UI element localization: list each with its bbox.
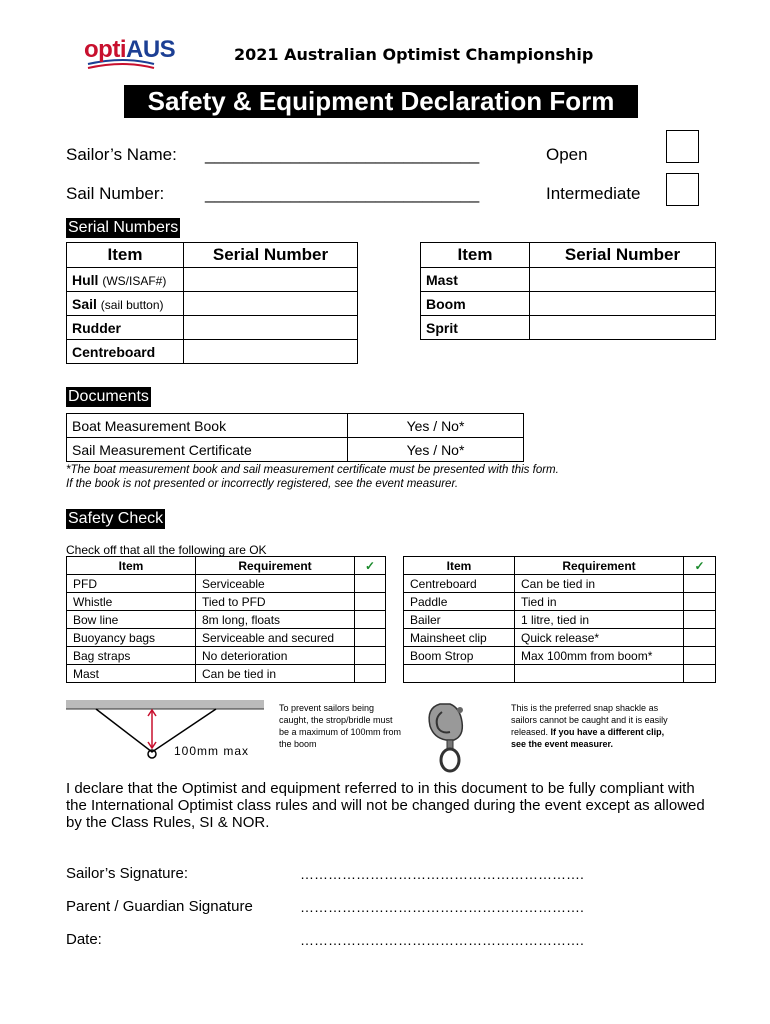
requirement: Can be tied in xyxy=(196,665,355,683)
check-cell[interactable] xyxy=(355,647,386,665)
requirement: Quick release* xyxy=(515,629,684,647)
check-icon: ✓ xyxy=(684,557,716,575)
requirement: Can be tied in xyxy=(515,575,684,593)
item: Bag straps xyxy=(67,647,196,665)
sailor-name-label: Sailor’s Name: xyxy=(66,145,177,164)
open-label: Open xyxy=(546,145,588,164)
parent-signature-field[interactable]: ……………………………………………………. xyxy=(300,899,584,915)
doc-value-book[interactable]: Yes / No* xyxy=(348,414,524,438)
requirement: Tied to PFD xyxy=(196,593,355,611)
strop-note: To prevent sailors being caught, the strop/bridle must be a maximum of 100mm from the boom xyxy=(279,703,402,749)
table-row xyxy=(67,414,524,438)
safety-table-left xyxy=(66,556,386,683)
logo-opti-text: opti xyxy=(84,36,126,63)
requirement: Serviceable and secured xyxy=(196,629,355,647)
table-row xyxy=(404,575,716,593)
check-cell[interactable] xyxy=(355,665,386,683)
check-cell[interactable] xyxy=(684,611,716,629)
requirement xyxy=(515,665,684,683)
item: Boom Strop xyxy=(404,647,515,665)
item: Paddle xyxy=(404,593,515,611)
championship-title: 2021 Australian Optimist Championship xyxy=(234,45,594,64)
col-item-header: Item xyxy=(67,243,184,268)
doc-value-certificate[interactable]: Yes / No* xyxy=(348,438,524,462)
strop-max-label: 100mm max xyxy=(174,744,250,758)
check-cell[interactable] xyxy=(355,629,386,647)
documents-heading: Documents xyxy=(68,388,149,405)
item xyxy=(404,665,515,683)
table-row xyxy=(404,629,716,647)
table-row xyxy=(404,647,716,665)
sailor-signature-field[interactable]: ……………………………………………………. xyxy=(300,866,584,882)
boom-strop-diagram xyxy=(66,696,266,766)
requirement: 1 litre, tied in xyxy=(515,611,684,629)
serial-item-hull: Hull (WS/ISAF#) xyxy=(67,268,184,292)
serial-item-sprit: Sprit xyxy=(421,316,530,340)
open-checkbox[interactable] xyxy=(666,130,699,163)
sailor-signature-label: Sailor’s Signature: xyxy=(66,865,189,882)
serial-input-sail[interactable] xyxy=(184,292,358,316)
sail-number-label: Sail Number: xyxy=(66,184,165,203)
serial-table-right xyxy=(420,242,716,340)
form-title: Safety & Equipment Declaration Form xyxy=(124,85,638,118)
requirement: 8m long, floats xyxy=(196,611,355,629)
table-row xyxy=(404,611,716,629)
check-cell[interactable] xyxy=(684,593,716,611)
serial-item-sail: Sail (sail button) xyxy=(67,292,184,316)
table-row xyxy=(421,268,716,292)
snap-shackle-icon xyxy=(420,696,480,774)
check-cell[interactable] xyxy=(355,575,386,593)
check-cell[interactable] xyxy=(355,593,386,611)
item: Buoyancy bags xyxy=(67,629,196,647)
col-serial-header: Serial Number xyxy=(530,243,716,268)
serial-item-mast: Mast xyxy=(421,268,530,292)
serial-input-mast[interactable] xyxy=(530,268,716,292)
item: PFD xyxy=(67,575,196,593)
col-requirement-header: Requirement xyxy=(196,557,355,575)
col-requirement-header: Requirement xyxy=(515,557,684,575)
serial-item-rudder: Rudder xyxy=(67,316,184,340)
logo-aus-text: AUS xyxy=(125,36,176,63)
requirement: Serviceable xyxy=(196,575,355,593)
col-item-header: Item xyxy=(421,243,530,268)
check-cell[interactable] xyxy=(355,611,386,629)
serial-table-left xyxy=(66,242,358,364)
declaration-text: I declare that the Optimist and equipment referred to in this document to be fully compliant with the International Optimist class rules and will not be changed during the event except as allowed by the Class Rules, SI & NOR. xyxy=(66,780,705,831)
table-row xyxy=(67,575,386,593)
requirement: Tied in xyxy=(515,593,684,611)
table-row xyxy=(421,316,716,340)
serial-numbers-heading: Serial Numbers xyxy=(68,219,179,236)
sail-number-field[interactable]: _____________________________ xyxy=(205,184,480,203)
table-row xyxy=(67,593,386,611)
item: Whistle xyxy=(67,593,196,611)
item: Centreboard xyxy=(404,575,515,593)
documents-table xyxy=(66,413,524,462)
safety-check-heading: Safety Check xyxy=(68,510,164,527)
table-row xyxy=(67,611,386,629)
table-row xyxy=(67,438,524,462)
documents-note-2: If the book is not presented or incorrectly registered, see the event measurer. xyxy=(66,478,459,490)
parent-signature-label: Parent / Guardian Signature xyxy=(66,898,253,915)
doc-label-certificate: Sail Measurement Certificate xyxy=(67,438,348,462)
table-row xyxy=(404,593,716,611)
table-row xyxy=(404,665,716,683)
requirement: Max 100mm from boom* xyxy=(515,647,684,665)
item: Mast xyxy=(67,665,196,683)
table-row xyxy=(67,316,358,340)
item: Bow line xyxy=(67,611,196,629)
col-serial-header: Serial Number xyxy=(184,243,358,268)
optiaus-logo xyxy=(84,34,188,74)
date-label: Date: xyxy=(66,931,102,948)
item: Mainsheet clip xyxy=(404,629,515,647)
table-row xyxy=(67,629,386,647)
check-cell[interactable] xyxy=(684,629,716,647)
table-row xyxy=(67,665,386,683)
serial-item-boom: Boom xyxy=(421,292,530,316)
serial-input-boom[interactable] xyxy=(530,292,716,316)
serial-input-centreboard[interactable] xyxy=(184,340,358,364)
serial-input-rudder[interactable] xyxy=(184,316,358,340)
table-row xyxy=(67,292,358,316)
table-row xyxy=(67,268,358,292)
table-row xyxy=(67,340,358,364)
shackle-note: This is the preferred snap shackle as sailors cannot be caught and it is easily released. If you have a different clip, see the event measurer. xyxy=(511,703,668,749)
col-item-header: Item xyxy=(67,557,196,575)
sailor-name-field[interactable]: _____________________________ xyxy=(205,145,480,164)
serial-input-hull[interactable] xyxy=(184,268,358,292)
check-icon: ✓ xyxy=(355,557,386,575)
check-cell[interactable] xyxy=(684,575,716,593)
safety-table-right xyxy=(403,556,716,683)
table-row xyxy=(421,292,716,316)
check-cell[interactable] xyxy=(684,665,716,683)
requirement: No deterioration xyxy=(196,647,355,665)
date-field[interactable]: ……………………………………………………. xyxy=(300,932,584,948)
item: Bailer xyxy=(404,611,515,629)
col-item-header: Item xyxy=(404,557,515,575)
intermediate-checkbox[interactable] xyxy=(666,173,699,206)
serial-input-sprit[interactable] xyxy=(530,316,716,340)
intermediate-label: Intermediate xyxy=(546,184,641,203)
safety-check-intro: Check off that all the following are OK xyxy=(66,543,267,557)
table-row xyxy=(67,647,386,665)
serial-item-centreboard: Centreboard xyxy=(67,340,184,364)
check-cell[interactable] xyxy=(684,647,716,665)
doc-label-book: Boat Measurement Book xyxy=(67,414,348,438)
documents-note-1: *The boat measurement book and sail measurement certificate must be presented with this form. xyxy=(66,464,559,476)
